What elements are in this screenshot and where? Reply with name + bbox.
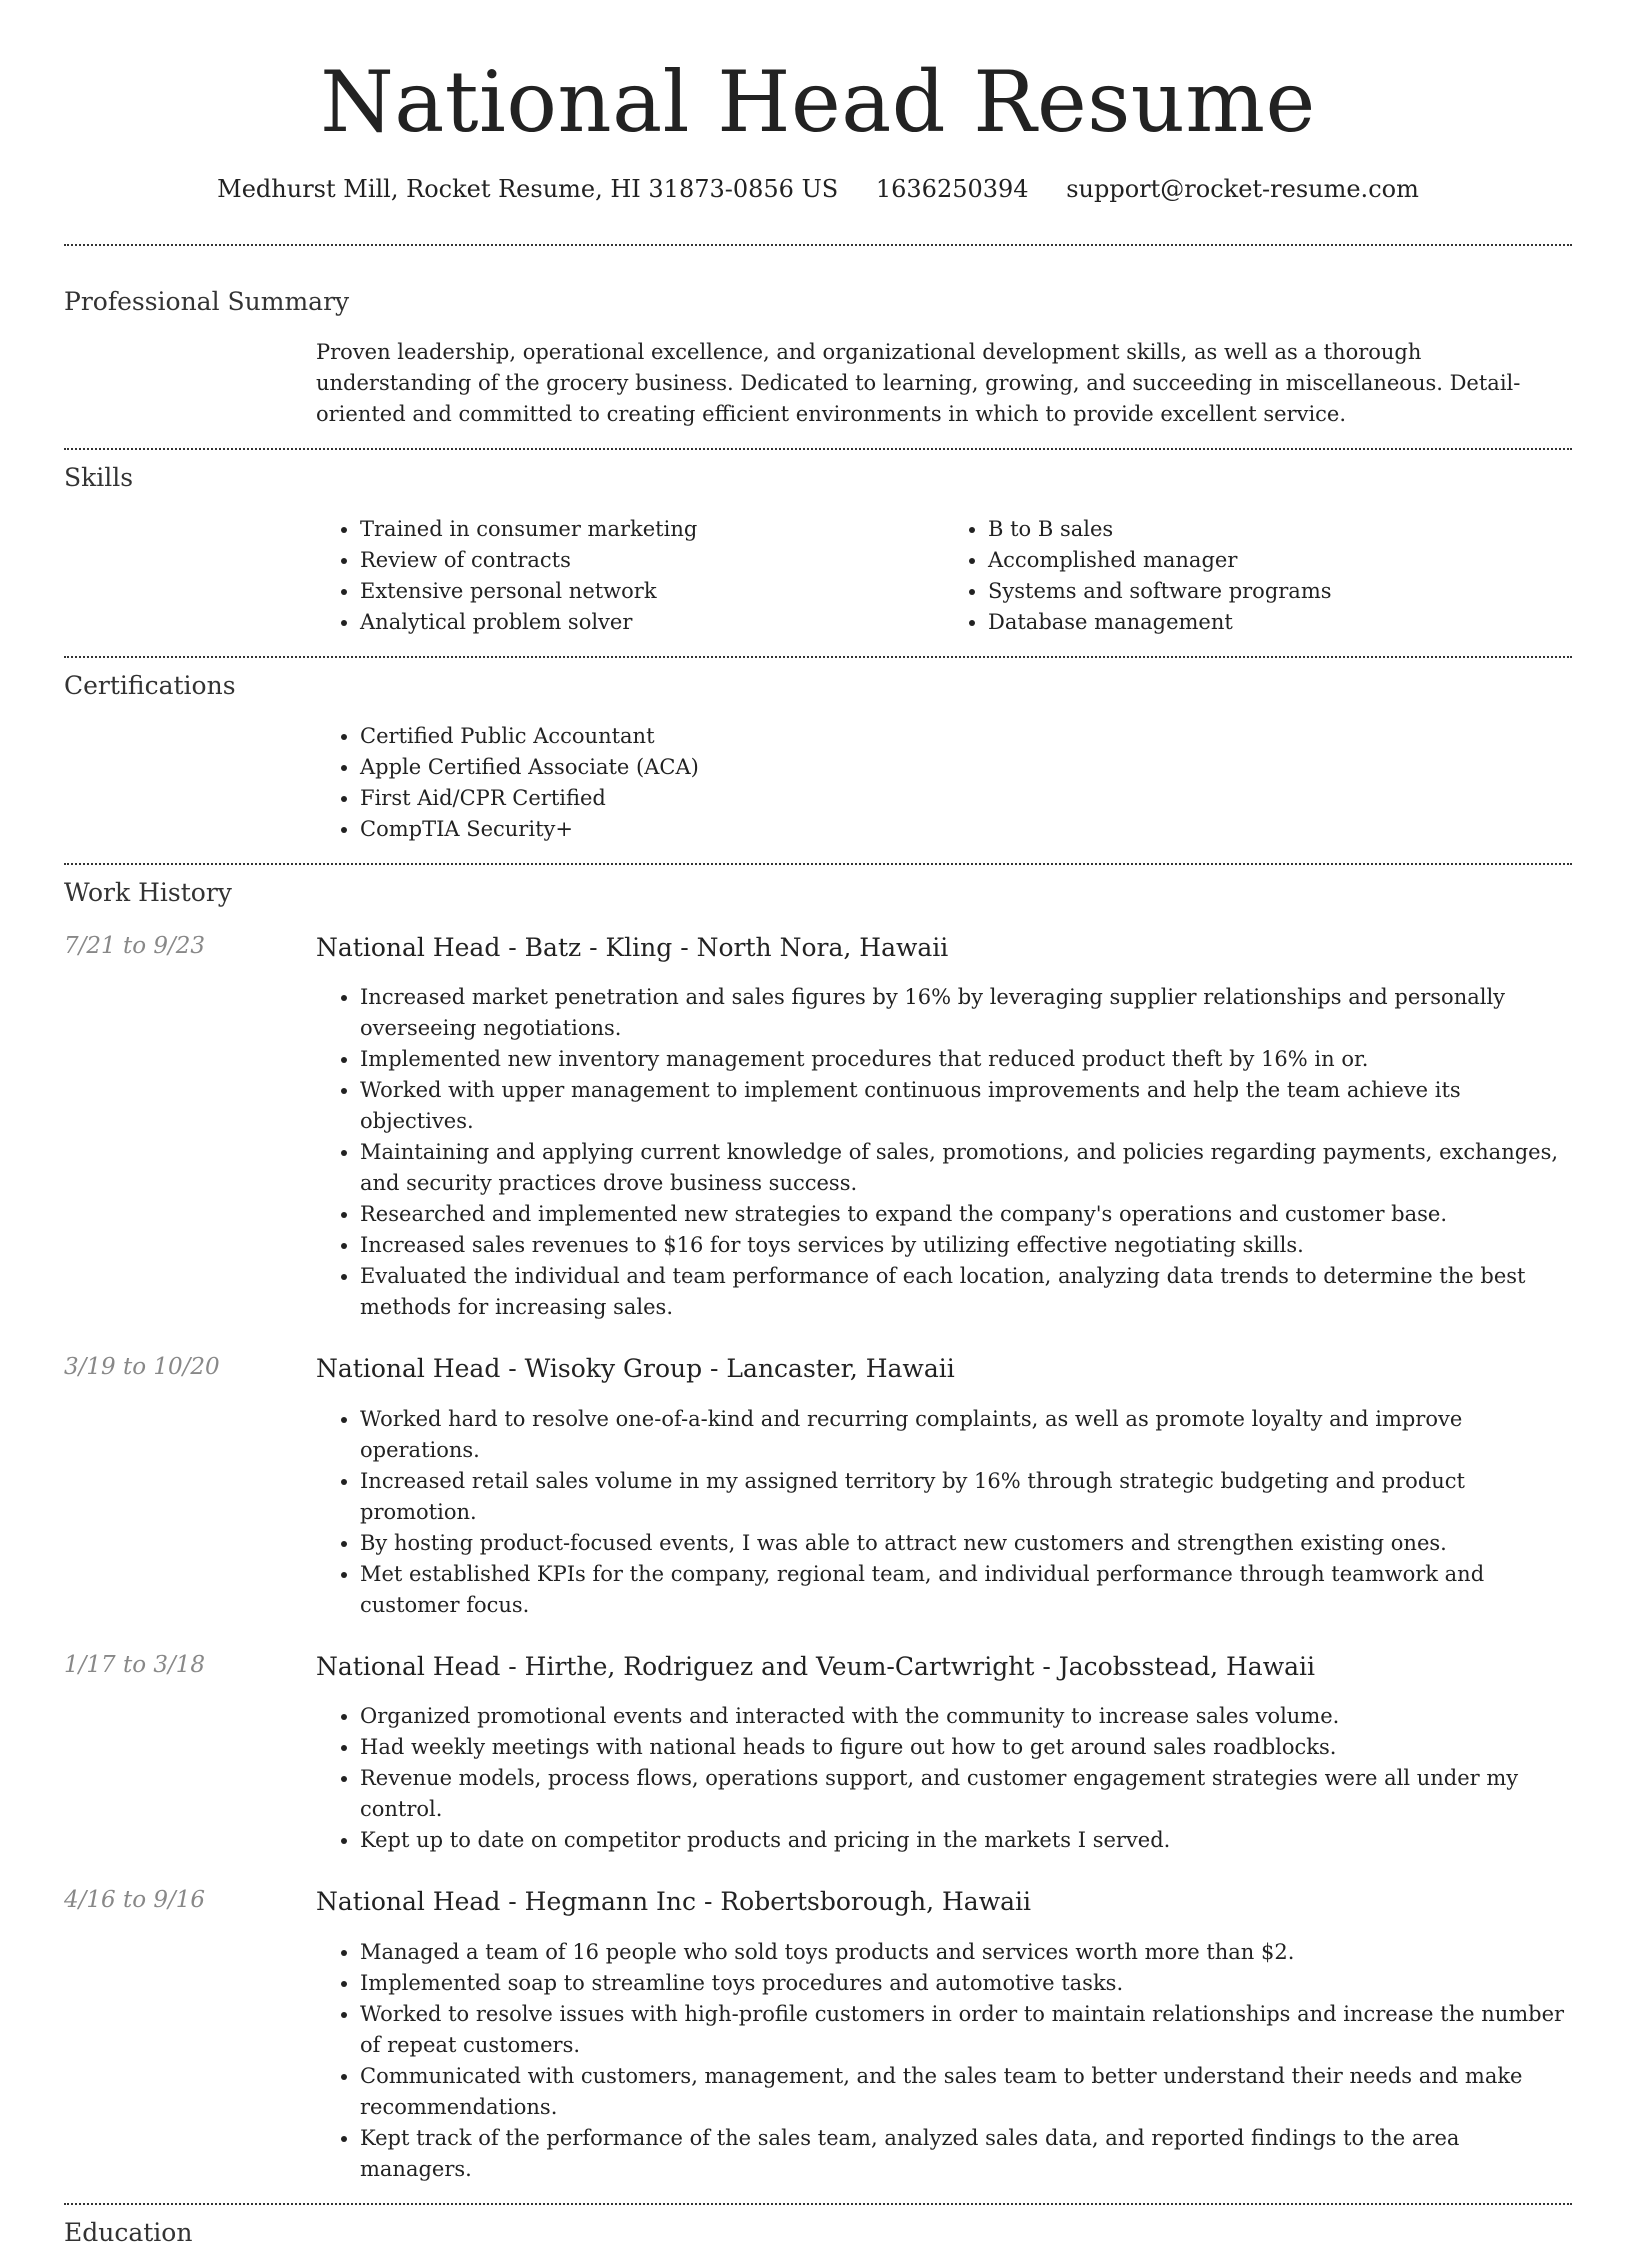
skills-column-right — [944, 514, 1572, 638]
job-entry — [64, 1651, 1572, 1857]
job-bullet: • Managed a team of 16 people who sold toys products and services worth more than $2. — [360, 1937, 1572, 1968]
section-divider — [64, 2203, 1572, 2205]
contact-email: support@rocket-resume.com — [1066, 175, 1419, 204]
certification-item: • Apple Certified Associate (ACA) — [360, 752, 1572, 783]
job-bullet: • Increased retail sales volume in my assigned territory by 16% through strategic budgeting and product promotion. — [360, 1466, 1572, 1528]
job-bullet: • Implemented new inventory management procedures that reduced product theft by 16% in or. — [360, 1044, 1572, 1075]
contact-line — [64, 174, 1572, 205]
skills-column-left — [316, 514, 944, 638]
education-heading: Education — [64, 2217, 193, 2247]
job-bullets — [316, 1937, 1572, 2185]
certification-item: • CompTIA Security+ — [360, 814, 1572, 845]
job-bullets — [316, 1404, 1572, 1621]
job-dates: 4/16 to 9/16 — [64, 1887, 206, 1914]
skill-item: • Systems and software programs — [988, 576, 1572, 607]
summary-heading: Professional Summary — [64, 286, 350, 316]
contact-phone: 1636250394 — [875, 175, 1029, 204]
summary-text: Proven leadership, operational excellence, and organizational development skills, as well as a thorough understanding of the grocery business. Dedicated to learning, growing, and succeeding in miscellaneous. Detail-oriented and committed to creating efficient environments in which to provide excellent service. — [316, 340, 1521, 427]
work-history-heading: Work History — [64, 878, 232, 908]
skill-item: • Extensive personal network — [360, 576, 944, 607]
skill-item: • Review of contracts — [360, 545, 944, 576]
job-bullet: • By hosting product-focused events, I was able to attract new customers and strengthen existing ones. — [360, 1528, 1572, 1559]
job-bullet: • Communicated with customers, management, and the sales team to better understand their needs and make recommendations. — [360, 2061, 1572, 2123]
skills-list — [316, 514, 1572, 638]
job-details — [316, 932, 1572, 1324]
job-bullet: • Worked hard to resolve one-of-a-kind and recurring complaints, as well as promote loyalty and improve operations. — [360, 1404, 1572, 1466]
job-bullets — [316, 1701, 1572, 1856]
job-bullet: • Researched and implemented new strategies to expand the company's operations and customer base. — [360, 1199, 1572, 1230]
certifications-heading: Certifications — [64, 670, 236, 700]
job-title: National Head - Hirthe, Rodriguez and Veum-Cartwright - Jacobsstead, Hawaii — [316, 1651, 1316, 1681]
job-title: National Head - Hegmann Inc - Robertsborough, Hawaii — [316, 1887, 1032, 1917]
job-details — [316, 1651, 1572, 1857]
skill-item: • B to B sales — [988, 514, 1572, 545]
job-entry — [64, 1353, 1572, 1621]
section-divider — [64, 244, 1572, 246]
skill-item: • Accomplished manager — [988, 545, 1572, 576]
section-divider — [64, 863, 1572, 865]
certifications-list — [316, 721, 1572, 845]
job-bullet: • Implemented soap to streamline toys procedures and automotive tasks. — [360, 1968, 1572, 1999]
job-title: National Head - Batz - Kling - North Nora, Hawaii — [316, 932, 949, 962]
job-bullet: • Worked with upper management to implement continuous improvements and help the team achieve its objectives. — [360, 1075, 1572, 1137]
job-bullets — [316, 982, 1572, 1323]
job-entry — [64, 1886, 1572, 2185]
job-bullet: • Maintaining and applying current knowledge of sales, promotions, and policies regarding payments, exchanges, and security practices drove business success. — [360, 1137, 1572, 1199]
certification-item: • First Aid/CPR Certified — [360, 783, 1572, 814]
job-entry — [64, 932, 1572, 1324]
skill-item: • Database management — [988, 607, 1572, 638]
skill-item: • Trained in consumer marketing — [360, 514, 944, 545]
job-bullet: • Worked to resolve issues with high-profile customers in order to maintain relationships and increase the number of repeat customers. — [360, 1999, 1572, 2061]
certification-item: • Certified Public Accountant — [360, 721, 1572, 752]
resume-title: National Head Resume — [320, 53, 1316, 151]
certifications-items — [316, 721, 1572, 845]
job-bullet: • Increased market penetration and sales figures by 16% by leveraging supplier relationships and personally overseeing negotiations. — [360, 982, 1572, 1044]
section-divider — [64, 656, 1572, 658]
resume-page — [64, 0, 1572, 2249]
job-details — [316, 1886, 1572, 2185]
contact-address: Medhurst Mill, Rocket Resume, HI 31873-0856 US — [217, 175, 839, 204]
job-details — [316, 1353, 1572, 1621]
job-title: National Head - Wisoky Group - Lancaster, Hawaii — [316, 1354, 955, 1384]
job-dates: 7/21 to 9/23 — [64, 932, 206, 959]
job-bullet: • Evaluated the individual and team performance of each location, analyzing data trends to determine the best methods for increasing sales. — [360, 1261, 1572, 1323]
skills-heading: Skills — [64, 463, 134, 493]
job-bullet: • Organized promotional events and interacted with the community to increase sales volume. — [360, 1701, 1572, 1732]
section-divider — [64, 448, 1572, 450]
job-dates: 3/19 to 10/20 — [64, 1354, 220, 1381]
work-history-list — [64, 932, 1572, 2185]
job-bullet: • Increased sales revenues to $16 for toys services by utilizing effective negotiating skills. — [360, 1230, 1572, 1261]
job-bullet: • Revenue models, process flows, operations support, and customer engagement strategies were all under my control. — [360, 1763, 1572, 1825]
skill-item: • Analytical problem solver — [360, 607, 944, 638]
job-bullet: • Met established KPIs for the company, regional team, and individual performance through teamwork and customer focus. — [360, 1559, 1572, 1621]
job-dates: 1/17 to 3/18 — [64, 1651, 206, 1678]
job-bullet: • Had weekly meetings with national heads to figure out how to get around sales roadblocks. — [360, 1732, 1572, 1763]
job-bullet: • Kept track of the performance of the sales team, analyzed sales data, and reported findings to the area managers. — [360, 2123, 1572, 2185]
job-bullet: • Kept up to date on competitor products and pricing in the markets I served. — [360, 1825, 1572, 1856]
